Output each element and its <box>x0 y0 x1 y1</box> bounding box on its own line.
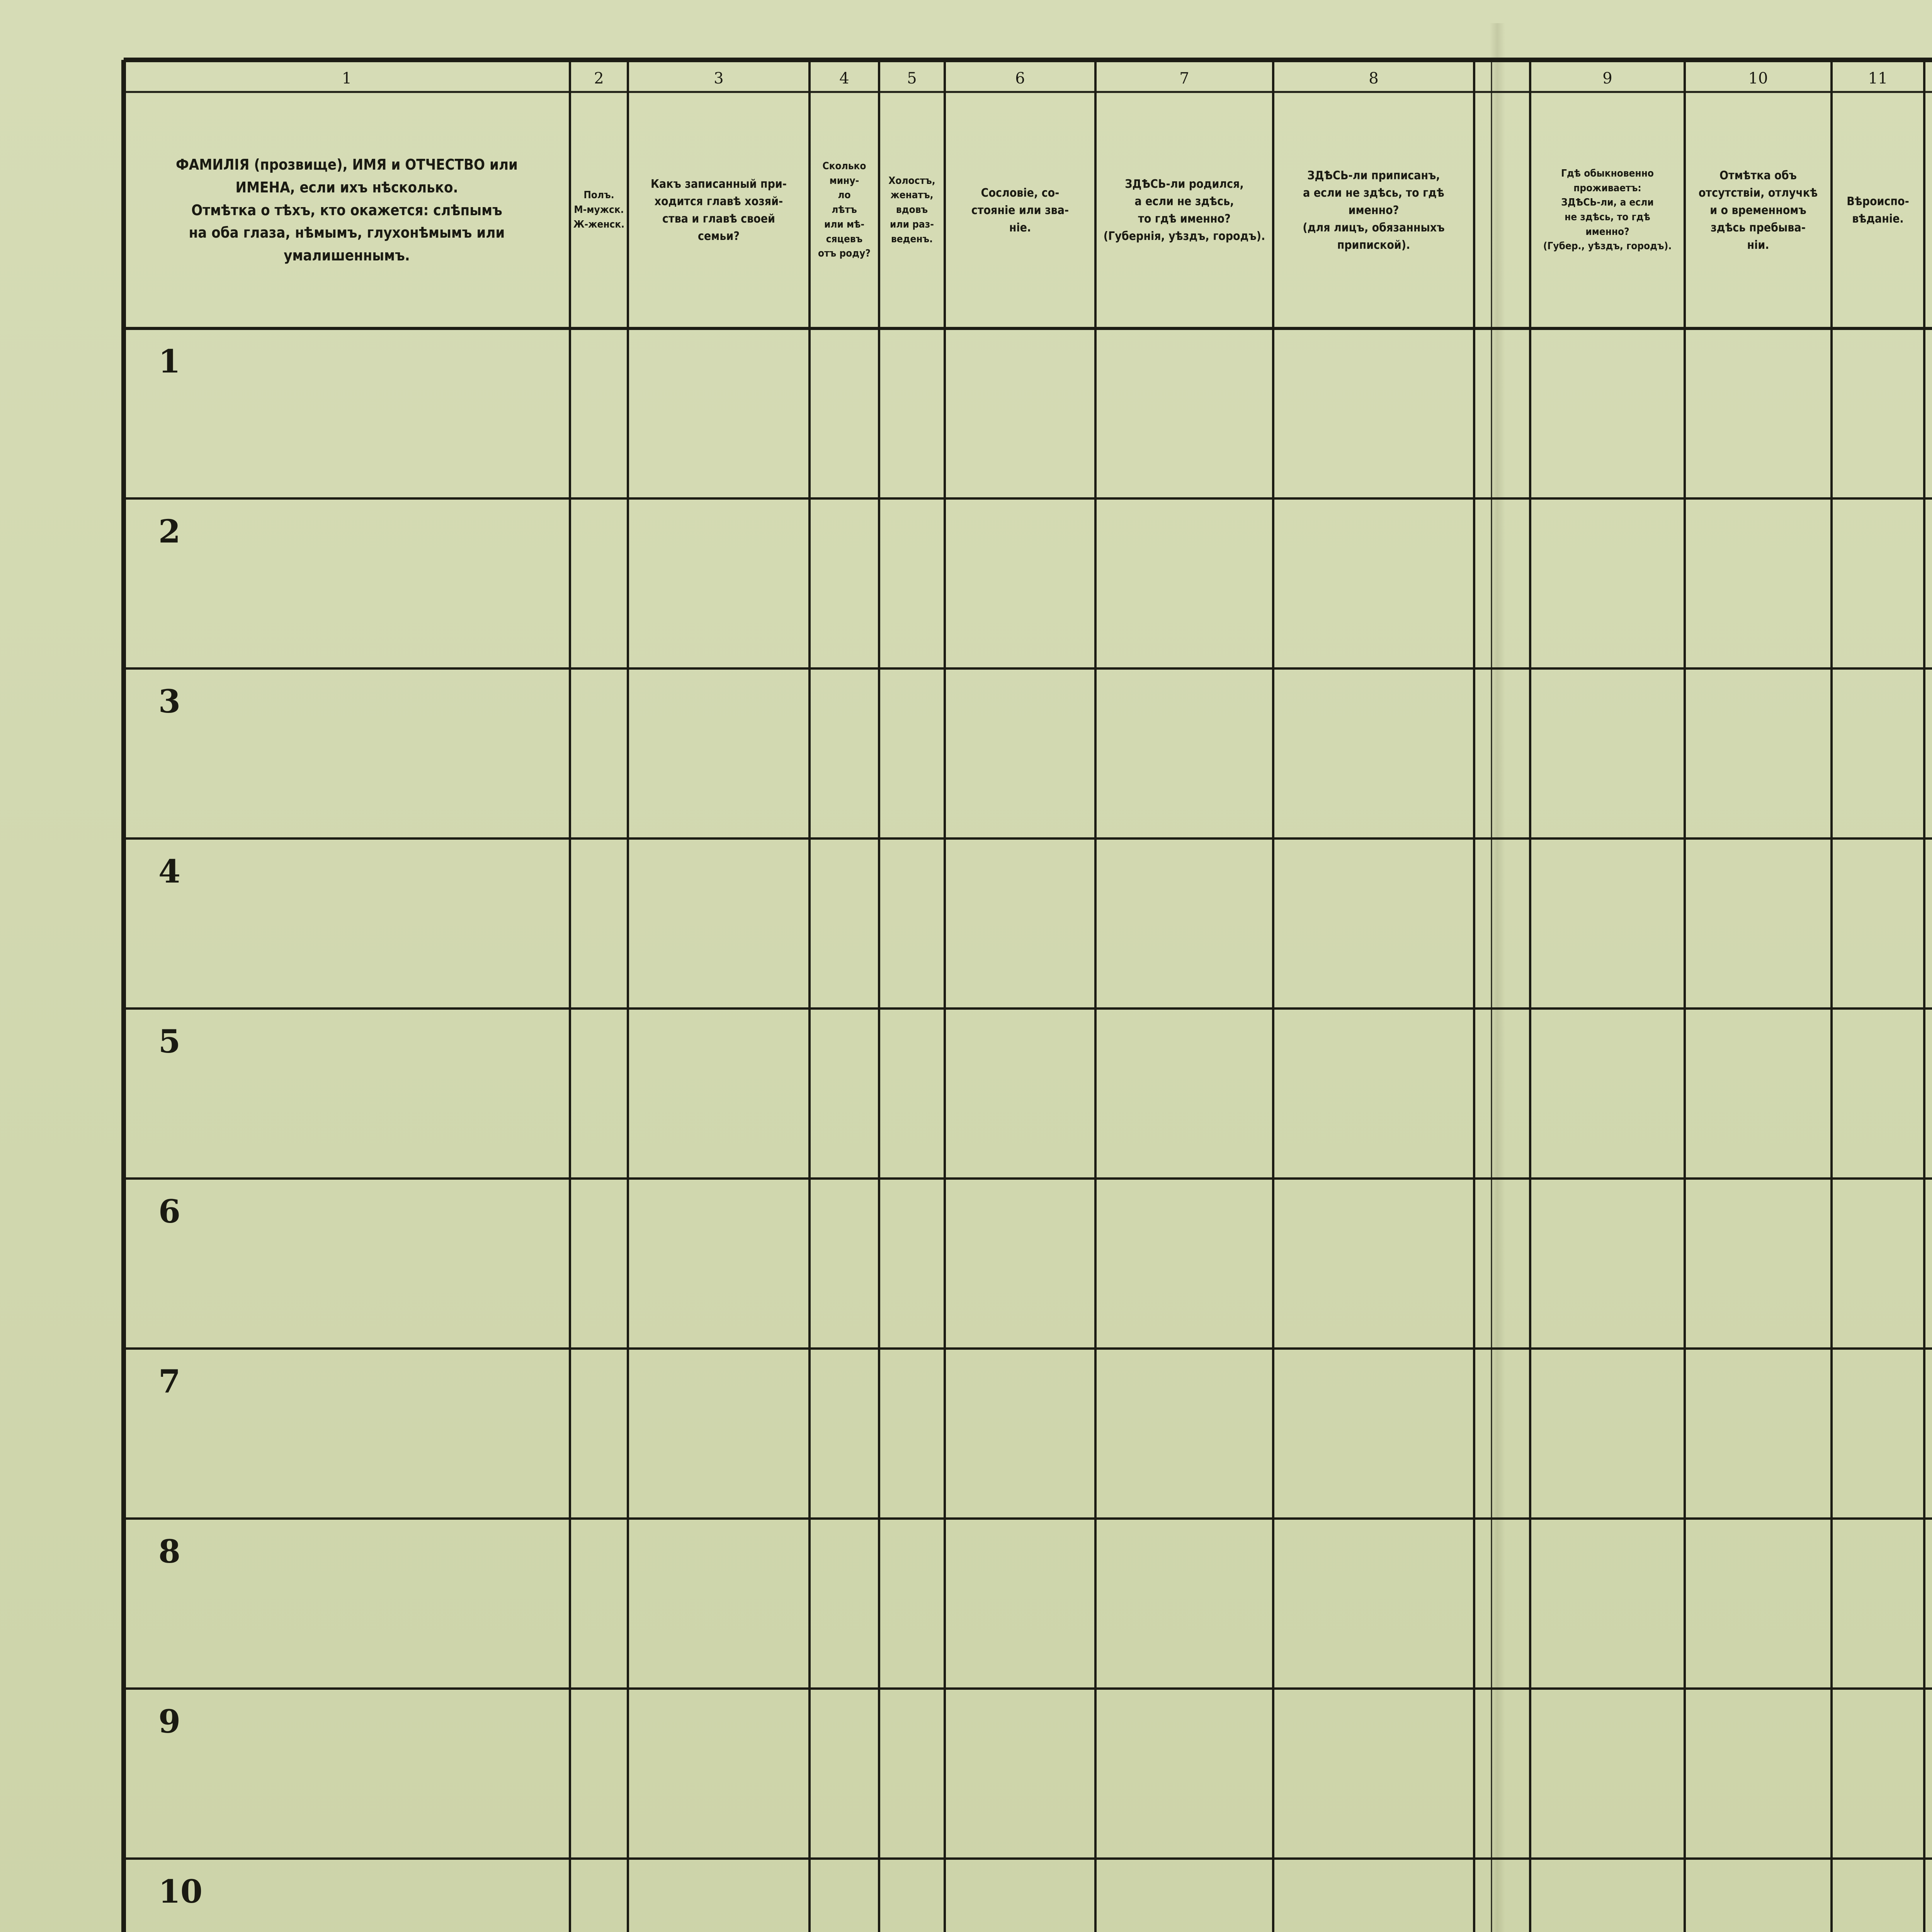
header-residence: Гдѣ обыкновенно проживаетъ: ЗДѢСЬ-ли, а если не здѣсь, то гдѣ именно? (Губер., уѣздъ, городъ). <box>1543 167 1672 252</box>
row-number-1: 1 <box>158 343 181 380</box>
row-number-10: 10 <box>158 1873 203 1910</box>
header-religion: Вѣроиспо- вѣданіе. <box>1847 195 1909 226</box>
column-number-7: 7 <box>1179 70 1189 87</box>
header-absence: Отмѣтка объ отсутствіи, отлучкѣ и о временномъ здѣсь пребыва- ніи. <box>1698 168 1818 252</box>
header-birthplace: ЗДѢСЬ-ли родился, а если не здѣсь, то гдѣ именно? (Губернія, уѣздъ, городъ). <box>1103 177 1265 243</box>
header-age: Сколько мину- ло лѣтъ или мѣ- сяцевъ отъ роду? <box>818 160 871 260</box>
header-registration: ЗДѢСЬ-ли приписанъ, а если не здѣсь, то гдѣ именно? (для лицъ, обязанныхъ припиской). <box>1303 168 1445 252</box>
row-number-5: 5 <box>158 1023 181 1060</box>
column-number-4: 4 <box>839 70 849 87</box>
column-number-8: 8 <box>1369 70 1379 87</box>
column-number-1: 1 <box>342 70 352 87</box>
column-number-6: 6 <box>1015 70 1025 87</box>
row-number-4: 4 <box>158 853 181 890</box>
row-number-6: 6 <box>158 1193 181 1230</box>
header-marital-status: Холостъ, женатъ, вдовъ или раз- веденъ. <box>888 175 935 245</box>
column-number-12 <box>1924 65 1932 92</box>
header-estate: Сословіе, со- стояніе или зва- ніе. <box>971 186 1069 235</box>
row-number-7: 7 <box>158 1363 181 1400</box>
column-number-9: 9 <box>1602 70 1612 87</box>
column-number-5: 5 <box>907 70 917 87</box>
column-number-3: 3 <box>714 70 724 87</box>
header-name: ФАМИЛІЯ (прозвище), ИМЯ и ОТЧЕСТВО или ИМЕНА, если ихъ нѣсколько. Отмѣтка о тѣхъ, кто окажется: слѣпымъ на оба глаза, нѣмымъ, глухонѣмымъ или умалишеннымъ. <box>176 156 518 264</box>
column-number-11: 11 <box>1868 70 1888 87</box>
row-number-3: 3 <box>158 683 181 720</box>
header-native-language <box>1924 92 1932 328</box>
header-sex: Полъ. М-мужск. Ж-женск. <box>573 189 625 230</box>
column-number-2: 2 <box>594 70 604 87</box>
row-number-8: 8 <box>158 1533 181 1570</box>
row-number-2: 2 <box>158 513 181 550</box>
row-number-9: 9 <box>158 1703 181 1740</box>
header-relation-to-head: Какъ записанный при- ходится главѣ хозяй- ства и главѣ своей семьи? <box>650 177 787 243</box>
column-number-10: 10 <box>1748 70 1768 87</box>
